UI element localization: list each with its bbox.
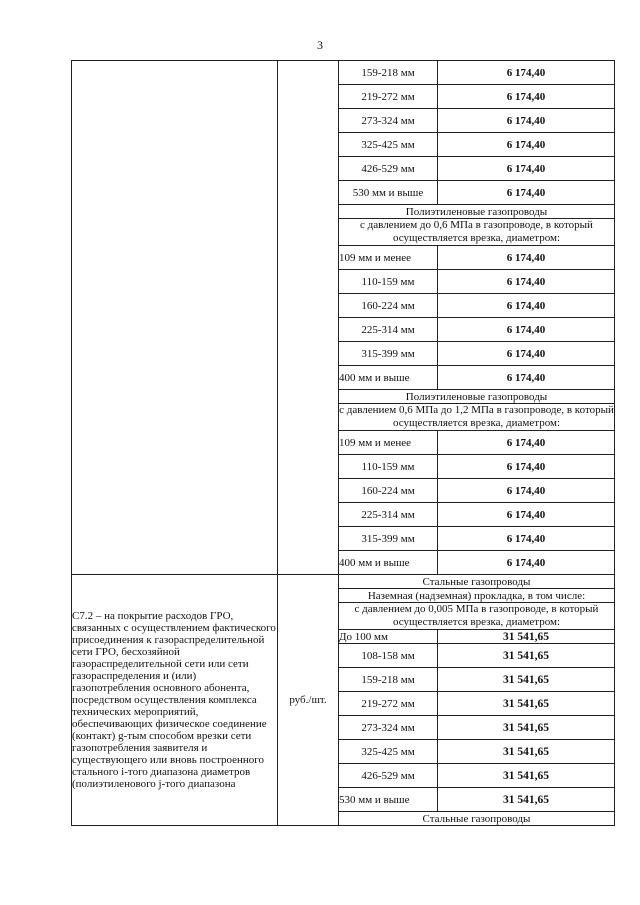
diameter-cell: 109 мм и менее — [339, 431, 438, 455]
diameter-cell: 110-159 мм — [339, 455, 438, 479]
section-subheading: с давлением до 0,005 МПа в газопроводе, в который осуществляется врезка, диаметром: — [339, 603, 615, 630]
diameter-cell: 273-324 мм — [339, 109, 438, 133]
diameter-cell: 315-399 мм — [339, 342, 438, 366]
diameter-cell: 273-324 мм — [339, 716, 438, 740]
diameter-cell: 219-272 мм — [339, 85, 438, 109]
diameter-cell: 530 мм и выше — [339, 788, 438, 812]
value-cell: 6 174,40 — [438, 294, 615, 318]
section-heading-row — [72, 575, 615, 589]
table-row — [72, 61, 615, 85]
section-heading: Стальные газопроводы — [339, 812, 615, 826]
diameter-cell: До 100 мм — [339, 630, 438, 644]
diameter-cell: 225-314 мм — [339, 318, 438, 342]
section-heading: Полиэтиленовые газопроводы — [339, 205, 615, 219]
value-cell: 31 541,65 — [438, 630, 615, 644]
section-subheading: с давлением 0,6 МПа до 1,2 МПа в газопроводе, в который осуществляется врезка, диаметром: — [339, 404, 614, 429]
diameter-cell: 219-272 мм — [339, 692, 438, 716]
value-cell: 6 174,40 — [438, 85, 615, 109]
diameter-cell: 315-399 мм — [339, 527, 438, 551]
diameter-cell: 108-158 мм — [339, 644, 438, 668]
diameter-cell: 160-224 мм — [339, 294, 438, 318]
section-heading: Стальные газопроводы — [339, 575, 615, 589]
diameter-cell: 225-314 мм — [339, 503, 438, 527]
value-cell: 6 174,40 — [438, 503, 615, 527]
c72-unit: руб./шт. — [278, 575, 339, 826]
value-cell: 6 174,40 — [438, 551, 615, 575]
diameter-cell: 159-218 мм — [339, 668, 438, 692]
value-cell: 6 174,40 — [438, 246, 615, 270]
value-cell: 31 541,65 — [438, 788, 615, 812]
value-cell: 6 174,40 — [438, 318, 615, 342]
value-cell: 6 174,40 — [438, 366, 615, 390]
unit-cell-empty — [278, 61, 339, 575]
value-cell: 31 541,65 — [438, 692, 615, 716]
diameter-cell: 109 мм и менее — [339, 246, 438, 270]
value-cell: 6 174,40 — [438, 61, 615, 85]
value-cell: 31 541,65 — [438, 668, 615, 692]
value-cell: 6 174,40 — [438, 342, 615, 366]
value-cell: 6 174,40 — [438, 133, 615, 157]
c72-description: С7.2 – на покрытие расходов ГРО, связанных с осуществлением фактического присоединения к газораспределительной сети ГРО, бесхозяйной газораспределительной сети или сети газораспределения и (или) газопотребления основного абонента, посредством осуществления комплекса технических мероприятий, обеспечивающих физическое соединение (контакт) g-тым способом врезки сети газопотребления заявителя и существующего или вновь построенного стального i-того диапазона диаметров (полиэтиленового j-того диапазона — [72, 575, 278, 826]
diameter-cell: 159-218 мм — [339, 61, 438, 85]
value-cell: 31 541,65 — [438, 740, 615, 764]
value-cell: 6 174,40 — [438, 270, 615, 294]
section-heading: Наземная (надземная) прокладка, в том числе: — [339, 589, 615, 603]
diameter-cell: 426-529 мм — [339, 764, 438, 788]
diameter-cell: 325-425 мм — [339, 740, 438, 764]
diameter-cell: 400 мм и выше — [339, 551, 438, 575]
value-cell: 31 541,65 — [438, 716, 615, 740]
diameter-cell: 426-529 мм — [339, 157, 438, 181]
diameter-cell: 530 мм и выше — [339, 181, 438, 205]
value-cell: 6 174,40 — [438, 455, 615, 479]
diameter-cell: 160-224 мм — [339, 479, 438, 503]
section-subheading: с давлением до 0,6 МПа в газопроводе, в который осуществляется врезка, диаметром: — [339, 219, 615, 246]
diameter-cell: 400 мм и выше — [339, 366, 438, 390]
diameter-cell: 110-159 мм — [339, 270, 438, 294]
value-cell: 6 174,40 — [438, 181, 615, 205]
diameter-cell: 325-425 мм — [339, 133, 438, 157]
value-cell: 6 174,40 — [438, 527, 615, 551]
value-cell: 6 174,40 — [438, 431, 615, 455]
tariff-table — [71, 60, 615, 826]
value-cell: 6 174,40 — [438, 157, 615, 181]
value-cell: 31 541,65 — [438, 764, 615, 788]
value-cell: 6 174,40 — [438, 109, 615, 133]
page-number: 3 — [317, 38, 323, 52]
description-cell-empty — [72, 61, 278, 575]
value-cell: 31 541,65 — [438, 644, 615, 668]
section-heading: Полиэтиленовые газопроводы — [339, 390, 615, 404]
value-cell: 6 174,40 — [438, 479, 615, 503]
